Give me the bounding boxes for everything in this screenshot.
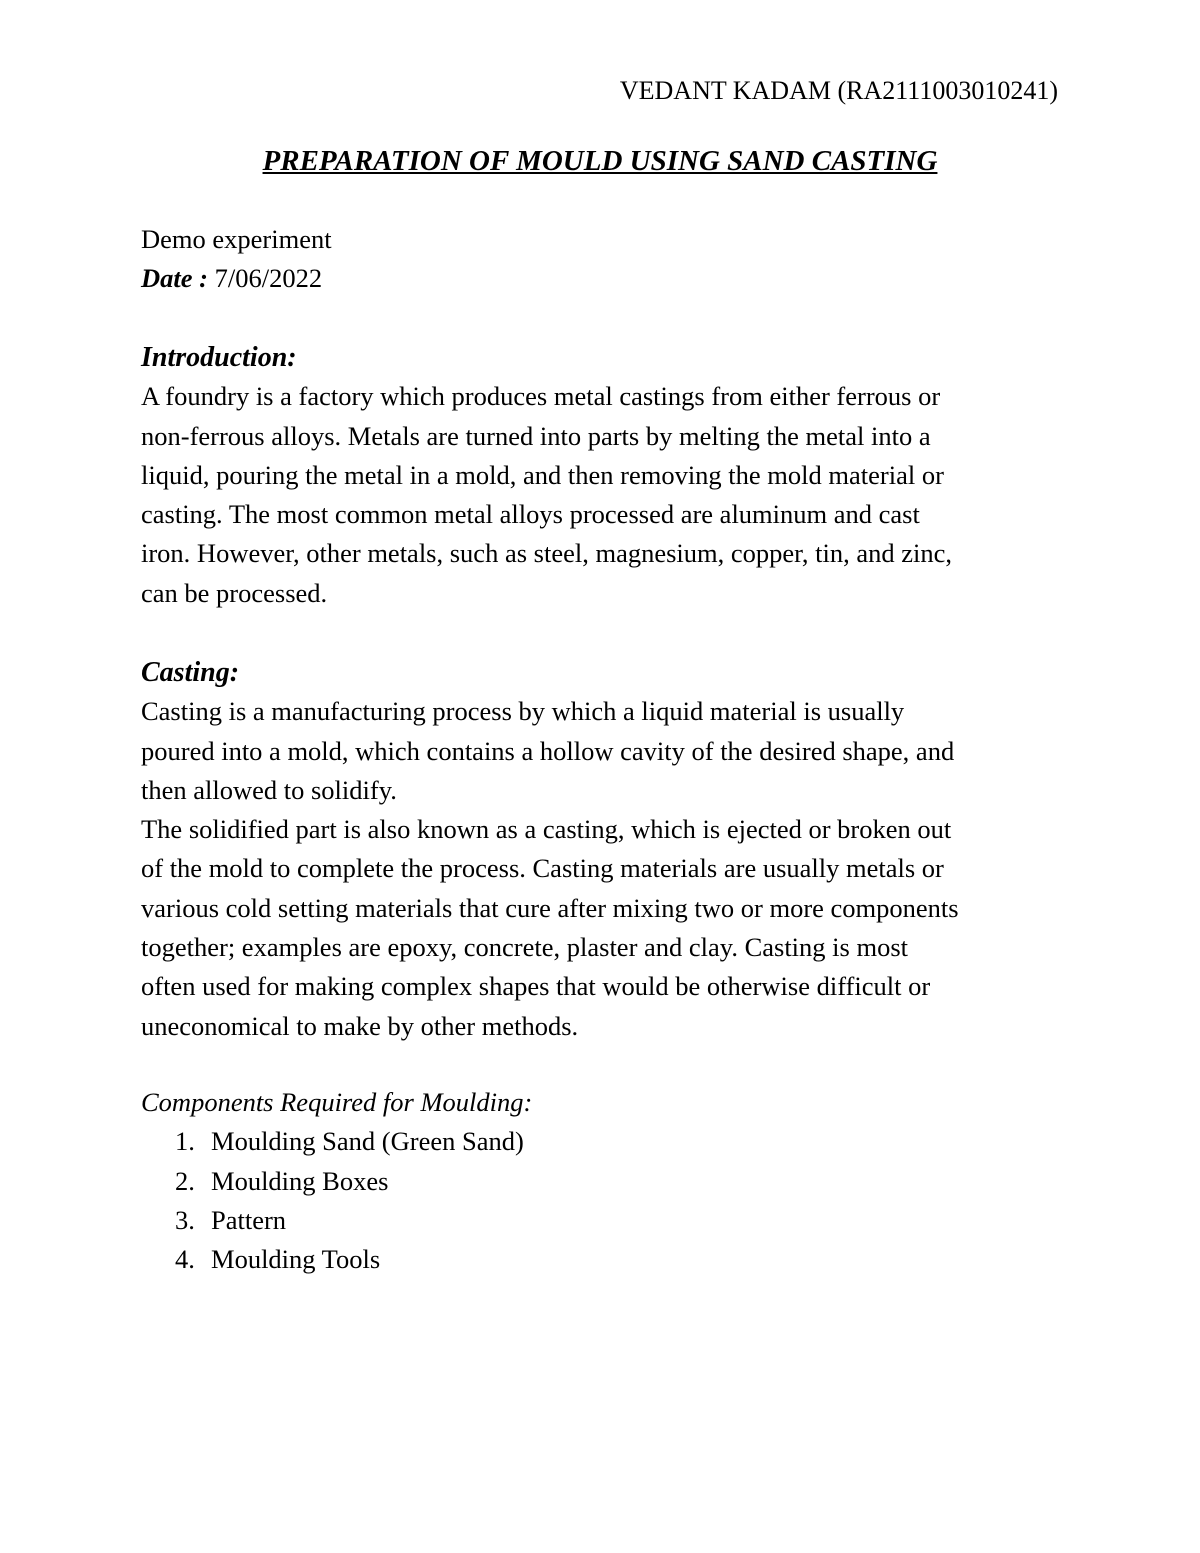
author-header: VEDANT KADAM (RA2111003010241) [619,76,1058,105]
list-number: 1. [175,1126,195,1157]
date-line [141,259,1066,298]
date-value: 7/06/2022 [214,263,323,294]
paragraph-line: various cold setting materials that cure after mixing two or more components [141,892,959,923]
paragraph-line: together; examples are epoxy, concrete, plaster and clay. Casting is most [141,932,909,963]
list-label: Moulding Sand (Green Sand) [211,1126,524,1157]
list-number: 3. [175,1204,195,1235]
paragraph-line: iron. However, other metals, such as steel, magnesium, copper, tin, and zinc, [141,538,953,569]
list-item [141,1201,1066,1240]
components-heading: Components Required for Moulding: [141,1087,533,1117]
list-number: 2. [175,1165,195,1196]
paragraph-line: can be processed. [141,577,328,608]
paragraph-line: poured into a mold, which contains a hollow cavity of the desired shape, and [141,735,955,766]
components-list [141,1122,1066,1279]
casting-heading: Casting: [141,657,240,688]
paragraph-line: liquid, pouring the metal in a mold, and then removing the mold material or [141,459,944,490]
introduction-heading: Introduction: [141,342,297,373]
paragraph-line: often used for making complex shapes that would be otherwise difficult or [141,971,931,1002]
paragraph-line: of the mold to complete the process. Casting materials are usually metals or [141,853,944,884]
paragraph-line: uneconomical to make by other methods. [141,1010,579,1041]
paragraph-line: then allowed to solidify. [141,774,397,805]
date-label: Date : [141,263,208,294]
casting-section [141,653,1066,1046]
paragraph-line: The solidified part is also known as a casting, which is ejected or broken out [141,814,952,845]
experiment-meta [141,220,1066,299]
list-item [141,1162,1066,1201]
introduction-section [141,338,1066,613]
list-label: Pattern [211,1204,287,1235]
list-item [141,1240,1066,1279]
paragraph-line: Casting is a manufacturing process by which a liquid material is usually [141,696,905,727]
paragraph-line: A foundry is a factory which produces metal castings from either ferrous or [141,381,941,412]
list-item [141,1122,1066,1161]
list-label: Moulding Tools [211,1244,381,1275]
components-section [141,1083,1066,1279]
list-label: Moulding Boxes [211,1165,389,1196]
list-number: 4. [175,1244,195,1275]
document-title: PREPARATION OF MOULD USING SAND CASTING [262,145,938,177]
paragraph-line: non-ferrous alloys. Metals are turned into parts by melting the metal into a [141,420,931,451]
experiment-type: Demo experiment [141,224,332,254]
paragraph-line: casting. The most common metal alloys processed are aluminum and cast [141,499,920,530]
